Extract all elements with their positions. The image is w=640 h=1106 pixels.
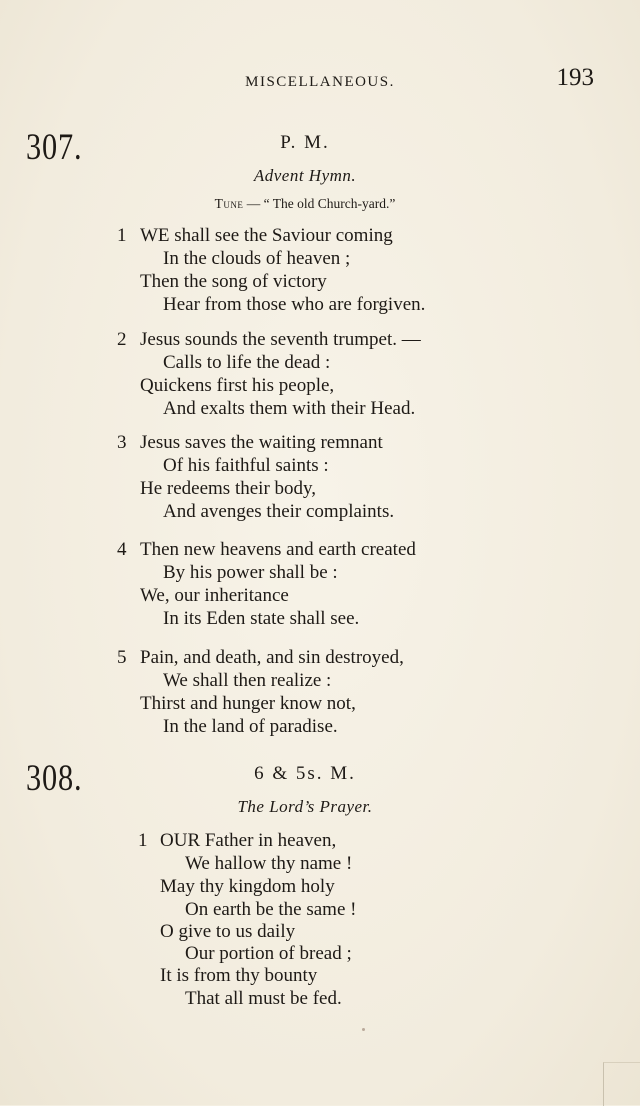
verse-line: By his power shall be :: [163, 562, 338, 583]
tune-name: — “ The old Church-yard.”: [243, 196, 396, 211]
verse-line: Our portion of bread ;: [185, 943, 352, 964]
tune-label: Tune: [214, 196, 244, 211]
ink-speck: [362, 1028, 365, 1031]
verse-line: Of his faithful saints :: [163, 455, 329, 476]
verse-line: He redeems their body,: [140, 478, 317, 499]
verse-line: May thy kingdom holy: [160, 876, 335, 897]
verse-line: Hear from those who are forgiven.: [163, 294, 426, 315]
verse-line: WE shall see the Saviour coming: [140, 225, 393, 246]
verse-line: Thirst and hunger know not,: [140, 693, 356, 714]
verse-line: In the land of paradise.: [163, 716, 338, 737]
hymn-tune-307: [0, 196, 610, 212]
verse-line: OUR Father in heaven,: [160, 830, 337, 851]
verse-line: And avenges their complaints.: [163, 501, 395, 522]
verse-line: We hallow thy name !: [185, 853, 353, 874]
stanza-number: 2: [117, 329, 127, 350]
verse-line: It is from thy bounty: [160, 965, 318, 986]
verse-line: We shall then realize :: [163, 670, 332, 691]
verse-line: We, our inheritance: [140, 585, 289, 606]
hymn-meter-308: 6 & 5s. M.: [254, 763, 356, 784]
page-number: 193: [556, 64, 594, 91]
verse-line: O give to us daily: [160, 921, 296, 942]
verse-line: Pain, and death, and sin destroyed,: [140, 647, 404, 668]
verse-line: In the clouds of heaven ;: [163, 248, 351, 269]
hymn-number-308: 308.: [26, 758, 83, 799]
verse-line: Then new heavens and earth created: [140, 539, 416, 560]
hymn-title-307: Advent Hymn.: [253, 166, 357, 185]
verse-line: Calls to life the dead :: [163, 352, 331, 373]
stanza-number: 5: [117, 647, 127, 668]
page-edge-mark: [603, 1062, 640, 1106]
hymn-number-307: 307.: [26, 127, 83, 168]
hymn-title-308: The Lord’s Prayer.: [237, 797, 373, 816]
verse-line: Then the song of victory: [140, 271, 327, 292]
verse-line: On earth be the same !: [185, 899, 357, 920]
verse-line: Quickens first his people,: [140, 375, 335, 396]
stanza-number: 4: [117, 539, 127, 560]
verse-line: And exalts them with their Head.: [163, 398, 416, 419]
stanza-number: 3: [117, 432, 127, 453]
verse-line: In its Eden state shall see.: [163, 608, 360, 629]
hymn-meter-307: P. M.: [280, 132, 330, 153]
verse-line: Jesus sounds the seventh trumpet. —: [140, 329, 421, 350]
stanza-number: 1: [117, 225, 127, 246]
running-title: MISCELLANEOUS.: [245, 74, 395, 90]
verse-line: That all must be fed.: [185, 988, 342, 1009]
stanza-number: 1: [138, 830, 148, 851]
verse-line: Jesus saves the waiting remnant: [140, 432, 383, 453]
